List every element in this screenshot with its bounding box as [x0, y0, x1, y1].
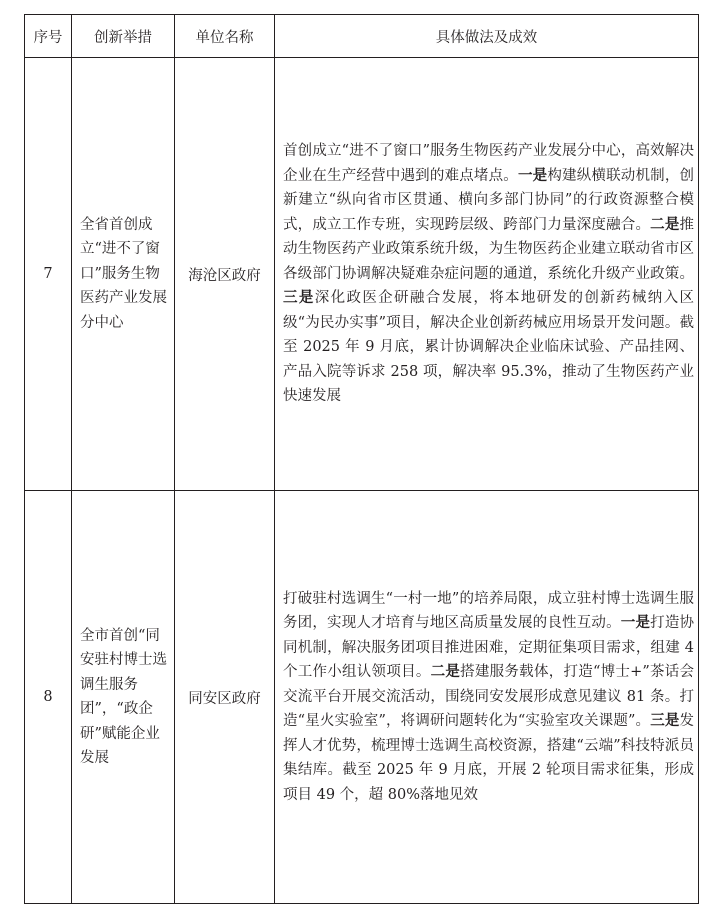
table-row: [25, 491, 699, 904]
detail-text: 打破驻村选调生“一村一地”的培养局限，成立驻村博士选调生服务团，实现人才培育与地区高质量发展的良性互动。: [283, 590, 694, 632]
table-row: [25, 58, 699, 491]
detail-text: 构建纵横联动机制，创新建立“纵向省市区贯通、横向多部门协同”的行政资源整合模式，成立工作专班，实现跨层级、跨部门力量深度融合。: [283, 167, 695, 233]
row-detail: [275, 58, 699, 491]
detail-text: 打造协同机制，解决服务团项目推进困难，定期征集项目需求，组建 4 个工作小组认领项目。: [283, 615, 695, 681]
detail-text: 搭建服务载体，打造“博士+”茶话会交流平台开展交流活动，围绕同安发展形成意见建议 81 条。打造“星火实验室”，将调研问题转化为“实验室攻关课题”。: [283, 664, 695, 730]
detail-point-label: 三是: [283, 289, 315, 307]
header-detail: 具体做法及成效: [275, 15, 699, 58]
detail-point-label: 二是: [430, 663, 461, 681]
policy-table: [24, 14, 699, 904]
detail-point-label: 一是: [517, 166, 548, 184]
row-seq: 8: [25, 491, 72, 904]
header-unit: 单位名称: [175, 15, 275, 58]
header-seq: 序号: [25, 15, 72, 58]
detail-point-label: 三是: [650, 712, 680, 730]
detail-text: 推动生物医药产业政策系统升级，为生物医药企业建立联动省市区各级部门协调解决疑难杂症问题的通道，系统化升级产业政策。: [283, 216, 695, 282]
row-measure: 全市首创“同安驻村博士选调生服务团”，“政企研”赋能企业发展: [72, 491, 175, 904]
row-detail: [275, 491, 699, 904]
detail-text: 深化政医企研融合发展，将本地研发的创新药械纳入区级“为民办实事”项目，解决企业创新药械应用场景开发问题。截至 2025 年 9 月底，累计协调解决企业临床试验、产品挂网、产品入院等诉求 258 项，解决率 95.3%，推动了生物医药产业快速发展: [283, 290, 695, 405]
detail-text: 发挥人才优势，梳理博士选调生高校资源，搭建“云端”科技特派员集结库。截至 2025 年 9 月底，开展 2 轮项目需求征集，形成项目 49 个，超 80%落地见效: [283, 713, 695, 803]
detail-point-label: 二是: [650, 215, 680, 233]
row-unit: 海沧区政府: [175, 58, 275, 491]
row-seq: 7: [25, 58, 72, 491]
detail-text: 首创成立“进不了窗口”服务生物医药产业发展分中心，高效解决企业在生产经营中遇到的难点堵点。: [283, 143, 694, 184]
row-measure: 全省首创成立“进不了窗口”服务生物医药产业发展分中心: [72, 58, 175, 491]
row-unit: 同安区政府: [175, 491, 275, 904]
header-measure: 创新举措: [72, 15, 175, 58]
header-row: [25, 15, 699, 58]
detail-point-label: 一是: [620, 614, 651, 632]
